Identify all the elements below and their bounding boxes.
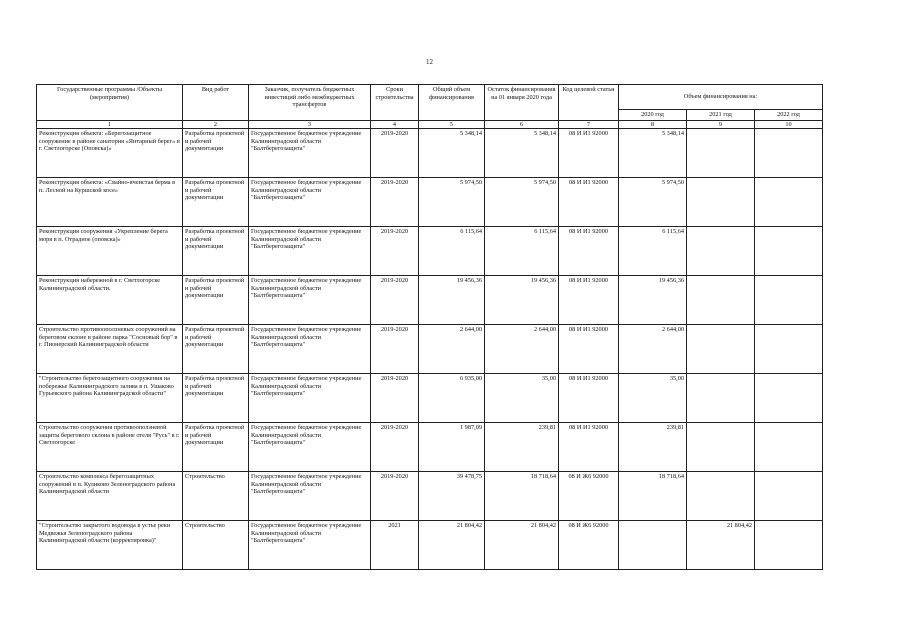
work-type-cell: Строительство bbox=[183, 472, 249, 521]
remainder-cell: 35,00 bbox=[485, 374, 559, 423]
terms-cell: 2019-2020 bbox=[371, 472, 419, 521]
column-number-row bbox=[37, 121, 823, 129]
table-row bbox=[37, 374, 823, 423]
remainder-cell: 5 348,14 bbox=[485, 129, 559, 178]
terms-cell: 2019-2020 bbox=[371, 227, 419, 276]
amount-2022-cell bbox=[755, 521, 823, 570]
work-type-cell: Разработка проектной и рабочей документации bbox=[183, 227, 249, 276]
code-cell: 08 И И1 92000 bbox=[559, 227, 619, 276]
work-type-cell: Разработка проектной и рабочей документации bbox=[183, 178, 249, 227]
code-cell: 08 И Ж6 92000 bbox=[559, 521, 619, 570]
amount-2022-cell bbox=[755, 325, 823, 374]
work-type-cell: Разработка проектной и рабочей документации bbox=[183, 325, 249, 374]
amount-2020-cell: 6 115,64 bbox=[619, 227, 687, 276]
work-type-cell: Разработка проектной и рабочей документации bbox=[183, 129, 249, 178]
column-number: 2 bbox=[183, 121, 249, 129]
table-row bbox=[37, 325, 823, 374]
remainder-cell: 2 644,00 bbox=[485, 325, 559, 374]
total-cell: 21 804,42 bbox=[419, 521, 485, 570]
header-2021: 2021 год bbox=[687, 110, 755, 121]
total-cell: 6 115,64 bbox=[419, 227, 485, 276]
column-number: 4 bbox=[371, 121, 419, 129]
amount-2020-cell: 5 348,14 bbox=[619, 129, 687, 178]
work-type-cell: Разработка проектной и рабочей документации bbox=[183, 374, 249, 423]
header-customer: Заказчик, получатель бюджетных инвестиций либо межбюджетных трансфертов bbox=[249, 85, 371, 121]
terms-cell: 2019-2020 bbox=[371, 276, 419, 325]
total-cell: 19 456,36 bbox=[419, 276, 485, 325]
header-program: Государственные программы /Объекты (мероприятия) bbox=[37, 85, 183, 121]
customer-cell: Государственное бюджетное учреждение Калининградской области "Балтберегозащита" bbox=[249, 472, 371, 521]
amount-2020-cell: 19 456,36 bbox=[619, 276, 687, 325]
amount-2021-cell bbox=[687, 472, 755, 521]
remainder-cell: 6 115,64 bbox=[485, 227, 559, 276]
amount-2022-cell bbox=[755, 129, 823, 178]
amount-2021-cell bbox=[687, 276, 755, 325]
object-name-cell: Реконструкция объекта: «Свайно-ячеистая берма в п. Лесной на Куршской косе» bbox=[37, 178, 183, 227]
customer-cell: Государственное бюджетное учреждение Калининградской области "Балтберегозащита" bbox=[249, 129, 371, 178]
amount-2021-cell: 21 804,42 bbox=[687, 521, 755, 570]
header-2022: 2022 год bbox=[755, 110, 823, 121]
amount-2021-cell bbox=[687, 129, 755, 178]
amount-2020-cell: 2 644,00 bbox=[619, 325, 687, 374]
table-row bbox=[37, 178, 823, 227]
terms-cell: 2019-2020 bbox=[371, 178, 419, 227]
amount-2021-cell bbox=[687, 423, 755, 472]
terms-cell: 2019-2020 bbox=[371, 374, 419, 423]
object-name-cell: Строительство комплекса берегозащитных сооружений в п. Куликово Зеленоградского района Калининградской области bbox=[37, 472, 183, 521]
amount-2021-cell bbox=[687, 178, 755, 227]
work-type-cell: Разработка проектной и рабочей документации bbox=[183, 423, 249, 472]
amount-2022-cell bbox=[755, 423, 823, 472]
header-total: Общий объем финансирования bbox=[419, 85, 485, 121]
header-remainder: Остаток финансирования на 01 января 2020 года bbox=[485, 85, 559, 121]
amount-2020-cell: 239,81 bbox=[619, 423, 687, 472]
total-cell: 2 644,00 bbox=[419, 325, 485, 374]
object-name-cell: "Строительство закрытого водовода в устье реки Медвежья Зеленоградского района Калининградской области (корректировка)" bbox=[37, 521, 183, 570]
amount-2020-cell: 18 718,64 bbox=[619, 472, 687, 521]
total-cell: 6 935,00 bbox=[419, 374, 485, 423]
header-2020: 2020 год bbox=[619, 110, 687, 121]
remainder-cell: 19 456,36 bbox=[485, 276, 559, 325]
remainder-cell: 18 718,64 bbox=[485, 472, 559, 521]
header-terms: Сроки строительства bbox=[371, 85, 419, 121]
header-code: Код целевой статьи bbox=[559, 85, 619, 121]
column-number: 10 bbox=[755, 121, 823, 129]
remainder-cell: 239,81 bbox=[485, 423, 559, 472]
amount-2022-cell bbox=[755, 178, 823, 227]
page-number: 12 bbox=[426, 58, 433, 66]
customer-cell: Государственное бюджетное учреждение Калининградской области "Балтберегозащита" bbox=[249, 521, 371, 570]
terms-cell: 2019-2020 bbox=[371, 129, 419, 178]
table-row bbox=[37, 129, 823, 178]
amount-2021-cell bbox=[687, 227, 755, 276]
code-cell: 08 И И1 92000 bbox=[559, 325, 619, 374]
amount-2021-cell bbox=[687, 374, 755, 423]
amount-2020-cell: 35,00 bbox=[619, 374, 687, 423]
total-cell: 1 987,09 bbox=[419, 423, 485, 472]
column-number: 3 bbox=[249, 121, 371, 129]
terms-cell: 2019-2020 bbox=[371, 423, 419, 472]
terms-cell: 2019-2020 bbox=[371, 325, 419, 374]
remainder-cell: 21 804,42 bbox=[485, 521, 559, 570]
amount-2022-cell bbox=[755, 276, 823, 325]
table-row bbox=[37, 423, 823, 472]
object-name-cell: Реконструкция сооружения «Укрепление берега моря в п. Отрадное (оповска)» bbox=[37, 227, 183, 276]
column-number: 8 bbox=[619, 121, 687, 129]
column-number: 9 bbox=[687, 121, 755, 129]
customer-cell: Государственное бюджетное учреждение Калининградской области "Балтберегозащита" bbox=[249, 178, 371, 227]
financing-table bbox=[36, 84, 823, 570]
code-cell: 08 И И1 92000 bbox=[559, 129, 619, 178]
amount-2021-cell bbox=[687, 325, 755, 374]
column-number: 1 bbox=[37, 121, 183, 129]
header-work-type: Вид работ bbox=[183, 85, 249, 121]
object-name-cell: "Строительство берегозащитного сооружения на побережье Калининградского залива в п. Ушаково Гурьевского района Калининградской области" bbox=[37, 374, 183, 423]
object-name-cell: Строительство противооползневых сооружений на береговом склоне в районе парка "Сосновый бор" в г. Пионерский Калининградской области bbox=[37, 325, 183, 374]
customer-cell: Государственное бюджетное учреждение Калининградской области "Балтберегозащита" bbox=[249, 227, 371, 276]
code-cell: 08 И И1 92000 bbox=[559, 374, 619, 423]
table-body bbox=[37, 129, 823, 570]
amount-2020-cell bbox=[619, 521, 687, 570]
table-row bbox=[37, 472, 823, 521]
remainder-cell: 5 974,50 bbox=[485, 178, 559, 227]
table-row bbox=[37, 521, 823, 570]
column-number: 6 bbox=[485, 121, 559, 129]
object-name-cell: Реконструкция набережной в г. Светлогорске Калининградской области. bbox=[37, 276, 183, 325]
code-cell: 08 И И1 92000 bbox=[559, 178, 619, 227]
code-cell: 08 И И1 92000 bbox=[559, 423, 619, 472]
table-row bbox=[37, 276, 823, 325]
amount-2022-cell bbox=[755, 472, 823, 521]
amount-2022-cell bbox=[755, 227, 823, 276]
column-number: 5 bbox=[419, 121, 485, 129]
amount-2022-cell bbox=[755, 374, 823, 423]
amount-2020-cell: 5 974,50 bbox=[619, 178, 687, 227]
customer-cell: Государственное бюджетное учреждение Калининградской области "Балтберегозащита" bbox=[249, 325, 371, 374]
customer-cell: Государственное бюджетное учреждение Калининградской области "Балтберегозащита" bbox=[249, 276, 371, 325]
object-name-cell: Строительство сооружения противооползневой защиты берегового склона в районе отеля "Русь" в г. Светлогорске bbox=[37, 423, 183, 472]
object-name-cell: Реконструкция объекта: «Берегозащитное сооружение в районе санатория «Янтарный берег» в г. Светлогорске (Оповска)» bbox=[37, 129, 183, 178]
total-cell: 5 348,14 bbox=[419, 129, 485, 178]
header-financing: Объем финансирования на: bbox=[619, 85, 823, 110]
work-type-cell: Разработка проектной и рабочей документации bbox=[183, 276, 249, 325]
column-number: 7 bbox=[559, 121, 619, 129]
terms-cell: 2021 bbox=[371, 521, 419, 570]
customer-cell: Государственное бюджетное учреждение Калининградской области "Балтберегозащита" bbox=[249, 423, 371, 472]
work-type-cell: Строительство bbox=[183, 521, 249, 570]
total-cell: 5 974,50 bbox=[419, 178, 485, 227]
code-cell: 08 И Ж6 92000 bbox=[559, 472, 619, 521]
code-cell: 08 И И1 92000 bbox=[559, 276, 619, 325]
total-cell: 39 478,75 bbox=[419, 472, 485, 521]
table-row bbox=[37, 227, 823, 276]
customer-cell: Государственное бюджетное учреждение Калининградской области "Балтберегозащита" bbox=[249, 374, 371, 423]
